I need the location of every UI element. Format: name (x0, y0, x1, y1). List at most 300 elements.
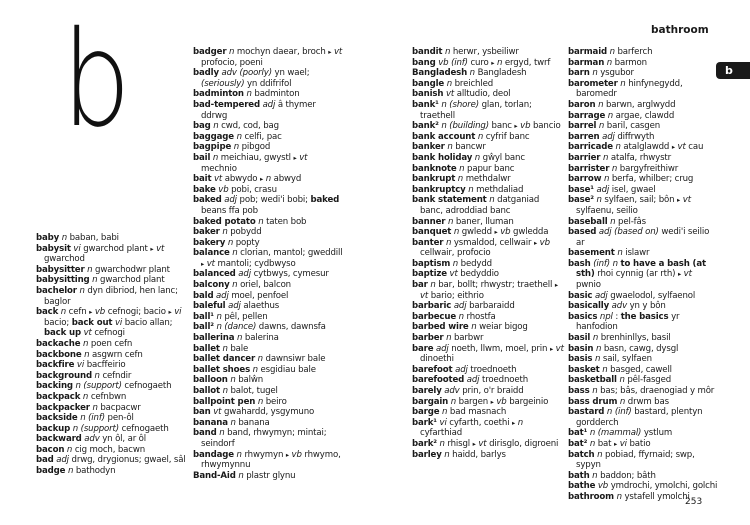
section-letter: b (62, 3, 131, 157)
translation: pwnio (576, 280, 601, 291)
dictionary-entry (412, 301, 564, 312)
headword: ban (193, 407, 211, 418)
translation: cefnogi; bacio (107, 307, 166, 318)
headword: bash (568, 258, 591, 269)
headword: barrage (568, 110, 606, 121)
arrow-icon: ▸ (328, 48, 332, 56)
part-of-speech: n (79, 285, 85, 296)
dictionary-entry (412, 47, 564, 58)
part-of-speech: vb (291, 449, 302, 460)
dictionary-entry (412, 344, 564, 365)
headword: barely (412, 386, 442, 396)
translation: Bangladesh (477, 68, 527, 79)
part-of-speech: n (72, 423, 79, 434)
dictionary-entry (36, 403, 186, 414)
headword: babysit (36, 243, 71, 254)
translation: argae, clawdd (615, 110, 675, 121)
headword: bark¹ (412, 417, 437, 428)
translation: yr hanfodion (576, 311, 680, 333)
translation: islawr (625, 248, 650, 259)
dictionary-entry (412, 322, 564, 333)
translation: cytbwys, cymesur (253, 269, 329, 280)
headword: bandage (193, 449, 234, 460)
part-of-speech: vt (555, 343, 564, 354)
translation: cefnogi (94, 328, 125, 339)
translation: beans ffa pob (201, 205, 258, 216)
translation: diffrwyth (617, 131, 655, 142)
headword: barrister (568, 163, 610, 174)
part-of-speech: vi (73, 243, 81, 254)
part-of-speech: n (236, 131, 242, 142)
translation: glan, torlan; traethell (420, 99, 532, 121)
dictionary-entry (568, 397, 718, 408)
part-of-speech: n (257, 396, 264, 407)
dictionary-entry (412, 68, 564, 79)
headword: basin (568, 343, 594, 354)
headword: baked (193, 195, 222, 206)
dictionary-entry (568, 111, 718, 122)
part-of-speech: vt (156, 243, 165, 254)
part-of-speech: npl (599, 311, 613, 322)
translation: yn ddifrifol (247, 78, 292, 89)
part-of-speech: vt (213, 407, 222, 418)
translation: pêl-fasged (627, 375, 672, 386)
translation: cyfarthiad (420, 428, 463, 439)
translation: rhostfa (466, 311, 496, 322)
headword: banker (412, 142, 445, 153)
headword: backing (36, 381, 73, 392)
translation: cefnogaeth (124, 381, 172, 392)
translation: basged, cawell (610, 364, 672, 375)
part-of-speech: n (84, 349, 90, 360)
translation: bargen (458, 396, 489, 407)
part-of-speech: adv (84, 434, 100, 445)
dictionary-entry (568, 344, 718, 355)
translation: yn ôl, ar ôl (102, 434, 146, 445)
dictionary-entry (568, 312, 718, 333)
translation: esgidiau bale (260, 364, 316, 375)
usage-label: (shore) (449, 99, 479, 110)
dictionary-entry (412, 439, 564, 450)
arrow-icon: ▸ (472, 439, 476, 448)
translation: gwarchod (44, 254, 85, 265)
translation: dirisglo, digroeni (489, 438, 559, 449)
part-of-speech: n (447, 142, 453, 153)
part-of-speech: vt (206, 258, 215, 269)
dictionary-entry (568, 291, 718, 302)
dictionary-entry (412, 269, 564, 280)
part-of-speech: n (446, 78, 452, 89)
part-of-speech: vt (683, 269, 692, 280)
headword: babysitting (36, 275, 90, 286)
dictionary-entry (412, 58, 564, 69)
dictionary-entry (193, 344, 343, 355)
headword: badminton (193, 89, 244, 100)
translation: gwledd (461, 227, 492, 238)
part-of-speech: adj (453, 301, 467, 312)
dictionary-entry (568, 121, 718, 132)
headword: barometer (568, 78, 618, 89)
arrow-icon: ▸ (671, 143, 675, 152)
headword: backside (36, 413, 78, 424)
headword: bait (193, 174, 212, 185)
translation: sylfaenu, seilio (576, 205, 638, 216)
headword: badger (193, 47, 227, 57)
dictionary-entry (568, 142, 718, 153)
part-of-speech: n (82, 391, 89, 402)
headword: baked (310, 195, 340, 206)
translation: herwr, ysbeiliwr (452, 47, 519, 57)
headword: basically (568, 301, 610, 312)
translation: cefnbwn (90, 391, 127, 402)
dictionary-entry (36, 286, 186, 307)
translation: noeth, llwm, moel, prin (451, 343, 548, 354)
part-of-speech: vt (299, 152, 308, 163)
translation: gwahardd, ysgymuno (223, 407, 315, 418)
arrow-icon: ▸ (677, 270, 682, 279)
translation: bacpacwr (100, 402, 141, 413)
arrow-icon: ▸ (512, 418, 516, 427)
dictionary-entry (193, 354, 343, 365)
translation: popty (235, 237, 260, 248)
dictionary-entry (193, 217, 343, 228)
usage-label: (inf) (451, 57, 468, 68)
translation: meichiau, gwystl (220, 152, 291, 163)
headword: Band-Aid (193, 470, 236, 481)
dictionary-entry (568, 217, 718, 228)
translation: gwarchod plant (100, 275, 165, 286)
translation: mochyn daear, broch (236, 47, 326, 57)
translation: breichled (454, 78, 494, 89)
dictionary-entry (412, 174, 564, 185)
translation: pêl, pellen (224, 311, 268, 322)
dictionary-entry (193, 418, 343, 429)
translation: clorian, mantol; gweddill (240, 248, 343, 259)
headword: barrow (568, 174, 602, 185)
dictionary-entry (412, 100, 564, 121)
dictionary-entry (412, 280, 564, 301)
letter-thumb-tab[interactable]: b (716, 62, 750, 79)
headword: ballerina (193, 333, 235, 344)
part-of-speech: n (458, 311, 464, 322)
headword: bad (36, 455, 54, 466)
usage-label: (dance) (224, 322, 257, 333)
part-of-speech: adj (594, 290, 608, 301)
part-of-speech: n (606, 407, 613, 418)
headword: ballet shoes (193, 364, 251, 375)
headword: basic (568, 290, 593, 301)
headword: basis (568, 354, 593, 365)
usage-label: (support) (83, 381, 122, 392)
part-of-speech: n (602, 364, 608, 375)
dictionary-entry (568, 153, 718, 164)
dictionary-entry (412, 259, 564, 270)
headword: bathe (568, 481, 596, 492)
usage-label: (inf) (88, 413, 105, 424)
headword: bag (193, 121, 211, 132)
dictionary-entry (568, 471, 718, 482)
part-of-speech: n (213, 121, 219, 132)
dictionary-entry (36, 360, 186, 371)
part-of-speech: n (441, 99, 447, 110)
dictionary-entry (193, 375, 343, 386)
headword: bachelor (36, 285, 77, 296)
dictionary-entry (36, 265, 186, 276)
translation: cau (688, 142, 704, 153)
translation: plastr glynu (246, 470, 296, 481)
part-of-speech: vb (520, 121, 531, 132)
dictionary-entry (193, 47, 343, 68)
headword: backbone (36, 349, 82, 360)
part-of-speech: n (60, 307, 67, 318)
part-of-speech: n (92, 402, 98, 413)
part-of-speech: vi (619, 438, 627, 449)
part-of-speech: n (471, 322, 477, 333)
dictionary-entry (568, 100, 718, 111)
translation: alaethus (243, 301, 280, 312)
part-of-speech: n (80, 413, 86, 424)
translation: haidd, barlys (452, 449, 506, 460)
dictionary-entry (568, 407, 718, 428)
part-of-speech: n (430, 280, 436, 291)
arrow-icon: ▸ (677, 196, 681, 205)
part-of-speech: n (257, 354, 263, 365)
part-of-speech: n (589, 438, 596, 449)
part-of-speech: adj (224, 195, 237, 206)
translation: cefnogaeth (121, 423, 169, 434)
translation: pobydd (230, 227, 262, 238)
part-of-speech: n (252, 364, 258, 375)
dictionary-entry (412, 333, 564, 344)
part-of-speech: n (230, 375, 236, 386)
translation: barbaraidd (469, 301, 515, 312)
dictionary-entry (568, 174, 718, 185)
translation: ysmaldod, cellwair (453, 237, 532, 248)
translation: oriel, balcon (240, 280, 291, 291)
headword: barge (412, 407, 440, 418)
dictionary-entry (193, 312, 343, 323)
translation: balerina (244, 333, 279, 344)
arrow-icon: ▸ (293, 153, 297, 162)
dictionary-entry (568, 375, 718, 386)
part-of-speech: vi (76, 360, 85, 371)
part-of-speech: vi (174, 307, 182, 318)
part-of-speech: n (615, 142, 621, 153)
translation: yn y bôn (629, 301, 666, 312)
headword: basement (568, 248, 615, 259)
dictionary-entry (36, 307, 186, 339)
running-header: bathroom (651, 24, 709, 36)
headword: backfire (36, 360, 75, 371)
usage-label: (based on) (614, 227, 659, 238)
translation: sylfaen, sail; bôn (604, 195, 675, 206)
part-of-speech: n (219, 428, 225, 439)
part-of-speech: n (83, 338, 89, 349)
translation: ystafell ymolchi (624, 491, 690, 502)
part-of-speech: n (216, 322, 222, 333)
dictionary-entry (193, 248, 343, 269)
dictionary-entry (568, 58, 718, 69)
part-of-speech: n (67, 466, 74, 477)
part-of-speech: adj (602, 131, 615, 142)
translation: berfa, whilber; crug (611, 174, 694, 185)
arrow-icon: ▸ (201, 259, 205, 268)
translation: methdalwr (465, 174, 511, 185)
headword: bankrupt (412, 174, 456, 185)
part-of-speech: n (517, 417, 524, 428)
dictionary-entry (568, 428, 718, 439)
dictionary-entry (568, 227, 718, 248)
headword: backpacker (36, 402, 90, 413)
dictionary-entry (568, 259, 718, 291)
translation: curo (470, 57, 489, 68)
dictionary-entry (568, 132, 718, 143)
headword: back out (71, 317, 113, 328)
part-of-speech: n (222, 227, 228, 238)
part-of-speech: n (477, 131, 484, 142)
dictionary-entry (193, 185, 343, 196)
dictionary-entry (412, 418, 564, 439)
headword: ball¹ (193, 311, 214, 322)
headword: barbed wire (412, 322, 469, 333)
dictionary-entry (36, 381, 186, 392)
part-of-speech: n (598, 121, 605, 132)
headword: balloon (193, 375, 228, 386)
headword: barefoot (412, 364, 453, 375)
arrow-icon: ▸ (549, 344, 554, 353)
translation: troednoeth (470, 364, 517, 375)
headword: bargain (412, 396, 449, 407)
part-of-speech: adj (262, 99, 276, 110)
headword: bastard (568, 407, 605, 418)
headword: barn (568, 68, 590, 79)
part-of-speech: n (453, 227, 460, 238)
part-of-speech: n (617, 248, 623, 259)
dictionary-entry (568, 386, 718, 397)
translation: wedi'i seilio ar (576, 227, 710, 248)
part-of-speech: vb (539, 237, 550, 248)
part-of-speech: n (229, 47, 235, 57)
dictionary-entry (193, 407, 343, 418)
part-of-speech: adj (598, 227, 612, 238)
part-of-speech: n (446, 333, 452, 344)
dictionary-column-2 (193, 47, 343, 481)
translation: rhisgl (447, 438, 471, 449)
headword: back up (44, 328, 81, 339)
part-of-speech: n (603, 174, 610, 185)
part-of-speech: n (238, 470, 244, 481)
translation: bargeinio (509, 396, 549, 407)
dictionary-entry (568, 164, 718, 175)
headword: badge (36, 466, 66, 477)
headword: barber (412, 333, 444, 344)
translation: bacio allan; (124, 317, 173, 328)
headword: ballpoint pen (193, 396, 256, 407)
dictionary-entry (36, 466, 186, 477)
headword: baker (193, 227, 220, 238)
dictionary-entry (568, 354, 718, 365)
translation: dinoethi (420, 354, 454, 365)
usage-label: (mammal) (597, 428, 642, 439)
translation: cyfarth, coethi (449, 417, 510, 428)
part-of-speech: n (87, 264, 93, 275)
part-of-speech: adv (221, 68, 237, 79)
translation: bas; bâs, draenogiad y môr (600, 386, 715, 396)
dictionary-entry (193, 291, 343, 302)
translation: pobi, crasu (231, 184, 277, 195)
part-of-speech: vt (478, 438, 487, 449)
translation: pel-fâs (618, 216, 646, 227)
headword: barefooted (412, 375, 465, 386)
arrow-icon: ▸ (260, 175, 264, 184)
translation: atalfa, rhwystr (610, 152, 671, 163)
dictionary-entry (568, 248, 718, 259)
translation: rhwymo, rhwymynnu (201, 449, 341, 471)
part-of-speech: n (611, 163, 618, 174)
dictionary-entry (193, 365, 343, 376)
dictionary-entry (568, 47, 718, 58)
translation: cefn (68, 307, 87, 318)
dictionary-entry (412, 450, 564, 461)
translation: bancwr (455, 142, 486, 153)
translation: prin, o'r braidd (462, 386, 524, 396)
headword: basket (568, 364, 600, 375)
translation: bedyddio (460, 269, 499, 280)
part-of-speech: n (592, 386, 598, 396)
headword: balcony (193, 280, 230, 291)
translation: mantoli; cydbwyso (217, 258, 296, 269)
translation: bedydd (460, 258, 492, 269)
arrow-icon: ▸ (494, 228, 498, 237)
part-of-speech: n (444, 47, 451, 57)
translation: methdaliad (476, 184, 524, 195)
translation: baril, casgen (606, 121, 660, 132)
part-of-speech: n (232, 280, 238, 291)
translation: rhwymyn (244, 449, 284, 460)
part-of-speech: n (610, 216, 616, 227)
dictionary-entry (412, 217, 564, 228)
part-of-speech: n (607, 110, 614, 121)
dictionary-entry (412, 79, 564, 90)
headword: baleful (193, 301, 226, 312)
arrow-icon: ▸ (150, 244, 154, 253)
translation: profocio, poeni (201, 57, 263, 68)
usage-label: (poorly) (239, 68, 272, 79)
dictionary-entry (568, 439, 718, 450)
part-of-speech: n (592, 68, 598, 79)
translation: dawnsiwr bale (265, 354, 326, 365)
part-of-speech: adj (216, 290, 229, 301)
translation: ystlum (643, 428, 673, 439)
part-of-speech: n (468, 184, 474, 195)
part-of-speech: n (227, 237, 234, 248)
part-of-speech: n (222, 386, 228, 396)
part-of-speech: n (445, 237, 452, 248)
translation: troednoeth (482, 375, 529, 386)
headword: bathroom (568, 491, 614, 502)
dictionary-entry (412, 142, 564, 153)
part-of-speech: n (94, 370, 100, 381)
usage-label: (seriously) (201, 78, 245, 89)
dictionary-entry (412, 195, 564, 216)
part-of-speech: adj (228, 301, 241, 312)
translation: baddon; bâth (600, 470, 656, 481)
headword: bath (568, 470, 590, 481)
part-of-speech: n (606, 57, 613, 68)
dictionary-entry (412, 121, 564, 132)
arrow-icon: ▸ (514, 122, 518, 131)
translation: bacffeirio (86, 360, 126, 371)
